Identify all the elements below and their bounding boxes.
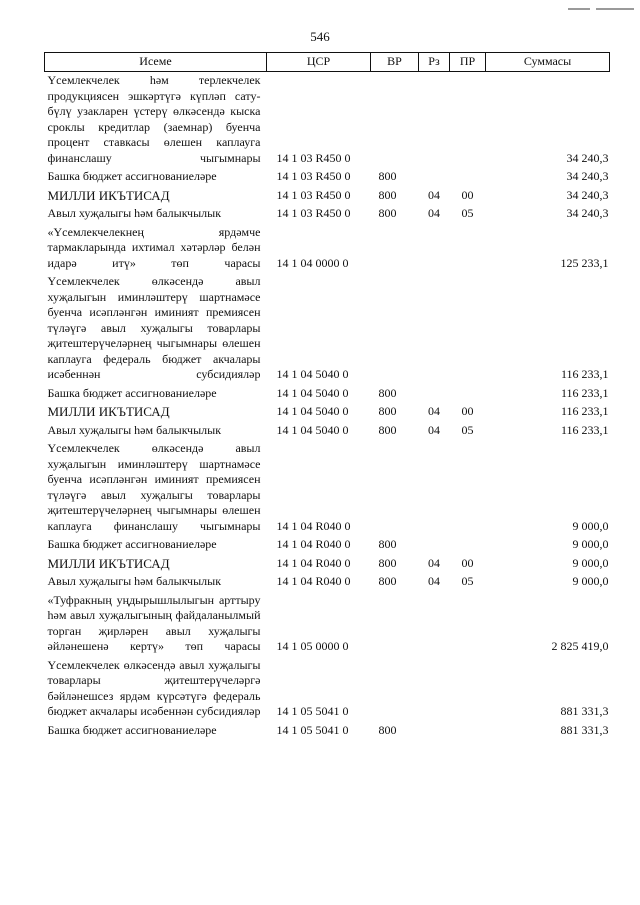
row-pr-cell: 05 — [461, 422, 474, 437]
header-sum: Суммасы — [486, 53, 610, 72]
row-name-cell: Авыл хуҗалыгы һәм балыкчылык — [47, 422, 222, 437]
table-row — [45, 224, 610, 274]
table-row — [45, 440, 610, 536]
table-header-row — [45, 53, 610, 72]
table-row — [45, 273, 610, 385]
row-vr-cell: 800 — [378, 385, 397, 400]
table-row — [45, 422, 610, 441]
header-rz: Рз — [419, 53, 450, 72]
row-vr-cell: 800 — [378, 206, 397, 220]
table-row — [45, 72, 610, 169]
page-number: 546 — [310, 29, 330, 44]
row-rz-cell — [419, 657, 450, 722]
row-csr-cell: 14 1 04 R040 0 — [276, 518, 351, 533]
row-sum-cell: 125 233,1 — [560, 255, 609, 270]
row-name-cell: Башка бюджет ассигнованиеләре — [47, 722, 217, 737]
row-vr-cell — [371, 273, 419, 385]
row-rz-cell — [419, 440, 450, 536]
row-name-cell: МИЛЛИ ИКЪТИСАД — [47, 555, 170, 571]
row-rz-cell: 04 — [428, 555, 440, 570]
row-name-cell: «Үсемлекчелекнең ярдәмче тармакларында ихтимал хәтәрләр белән идарә итү» төп чарасы — [47, 224, 261, 270]
table-row — [45, 385, 610, 404]
row-rz-cell — [419, 536, 450, 555]
row-pr-cell — [450, 224, 486, 274]
row-name-cell: Авыл хуҗалыгы һәм балыкчылык — [47, 574, 222, 588]
row-sum-cell: 116 233,1 — [560, 385, 609, 400]
row-csr-cell: 14 1 04 R040 0 — [276, 574, 351, 588]
table-row — [45, 555, 610, 574]
row-sum-cell: 9 000,0 — [572, 555, 609, 570]
row-name-cell: МИЛЛИ ИКЪТИСАД — [47, 404, 170, 419]
row-vr-cell: 800 — [378, 169, 397, 183]
row-sum-cell: 34 240,3 — [566, 150, 609, 165]
table-row — [45, 536, 610, 555]
row-csr-cell: 14 1 04 R040 0 — [276, 537, 351, 551]
row-csr-cell: 14 1 04 5040 0 — [276, 385, 349, 400]
row-name-cell: Башка бюджет ассигнованиеләре — [47, 169, 217, 183]
row-sum-cell: 34 240,3 — [566, 169, 609, 183]
row-name-cell: Башка бюджет ассигнованиеләре — [47, 537, 217, 551]
table-row — [45, 205, 610, 224]
header-pr: ПР — [450, 53, 486, 72]
row-sum-cell: 881 331,3 — [560, 722, 609, 737]
row-pr-cell — [450, 168, 486, 187]
row-rz-cell — [419, 592, 450, 657]
row-vr-cell: 800 — [378, 404, 397, 418]
row-pr-cell: 00 — [461, 555, 474, 570]
table-row — [45, 168, 610, 187]
row-csr-cell: 14 1 03 R450 0 — [276, 187, 351, 202]
row-vr-cell: 800 — [378, 422, 397, 437]
budget-table — [44, 52, 610, 740]
row-csr-cell: 14 1 03 R450 0 — [276, 169, 351, 183]
row-pr-cell — [450, 657, 486, 722]
row-csr-cell: 14 1 04 5040 0 — [276, 404, 349, 418]
row-rz-cell: 04 — [428, 187, 440, 202]
row-sum-cell: 116 233,1 — [560, 422, 609, 437]
row-csr-cell: 14 1 04 5040 0 — [276, 422, 349, 437]
row-vr-cell — [371, 224, 419, 274]
row-csr-cell: 14 1 03 R450 0 — [276, 150, 351, 165]
row-csr-cell: 14 1 05 5041 0 — [276, 704, 349, 718]
row-name-cell: Үсемлекчелек һәм терлекчелек продукциясен эшкәртүгә күпләп сату-бүлү узакларен үстерү өлкәсендә кыска сроклы кредитлар (заемнар) буенча процент ставкасы өлешен каплауга финанслашу чыгымнары — [47, 73, 261, 165]
row-name-cell: Авыл хуҗалыгы һәм балыкчылык — [47, 206, 222, 220]
row-name-cell: МИЛЛИ ИКЪТИСАД — [47, 187, 170, 203]
row-vr-cell — [371, 72, 419, 169]
row-pr-cell: 00 — [461, 187, 474, 202]
row-rz-cell — [419, 224, 450, 274]
row-vr-cell: 800 — [378, 537, 397, 551]
row-rz-cell — [419, 722, 450, 741]
corner-scan-mark — [568, 8, 590, 10]
row-pr-cell — [450, 440, 486, 536]
header-name: Исеме — [45, 53, 267, 72]
row-name-cell: Үсемлекчелек өлкәсендә авыл хуҗалыгын иминләштерү шартнамәсе буенча исәпләнгән иминият премиясен түләүгә авыл хуҗалыгы товарлары җитештерүчеләрнең чыгымнары өлешен каплауга федераль бюджет акчалары исәбеннән субсидияләр — [47, 274, 261, 381]
row-vr-cell: 800 — [378, 574, 397, 588]
corner-scan-mark — [596, 8, 634, 10]
row-pr-cell — [450, 273, 486, 385]
row-sum-cell: 9 000,0 — [572, 574, 609, 588]
row-rz-cell — [419, 168, 450, 187]
row-rz-cell — [419, 273, 450, 385]
row-vr-cell — [371, 592, 419, 657]
row-pr-cell: 05 — [461, 574, 474, 588]
row-csr-cell: 14 1 04 R040 0 — [276, 555, 351, 570]
row-rz-cell: 04 — [428, 404, 440, 418]
header-csr: ЦСР — [267, 53, 371, 72]
row-pr-cell: 00 — [461, 404, 474, 418]
row-rz-cell: 04 — [428, 422, 440, 437]
budget-table-container — [44, 52, 609, 740]
table-row — [45, 657, 610, 722]
row-pr-cell — [450, 722, 486, 741]
row-vr-cell — [371, 440, 419, 536]
table-row — [45, 403, 610, 422]
row-csr-cell: 14 1 05 0000 0 — [276, 639, 349, 653]
row-pr-cell — [450, 592, 486, 657]
row-csr-cell: 14 1 05 5041 0 — [276, 722, 349, 737]
table-row — [45, 187, 610, 206]
table-row — [45, 592, 610, 657]
header-vr: ВР — [371, 53, 419, 72]
row-pr-cell — [450, 72, 486, 169]
table-body — [45, 72, 610, 741]
row-pr-cell: 05 — [461, 206, 474, 220]
row-csr-cell: 14 1 04 5040 0 — [276, 367, 349, 381]
row-rz-cell — [419, 72, 450, 169]
row-name-cell: Үсемлекчелек өлкәсендә авыл хуҗалыгы товарлары җитештерүчеләргә бәйләнешсез ярдәм күрсәтүгә федераль бюджет акчалары исәбеннән субсидияләр — [47, 657, 261, 718]
row-sum-cell: 34 240,3 — [566, 187, 609, 202]
row-name-cell: «Туфракның уңдырышлылыгын арттыру һәм авыл хуҗалыгының файдаланылмый торган җирләрен авыл хуҗалыгы әйләнешенә кертү» төп чарасы — [47, 592, 261, 653]
row-sum-cell: 34 240,3 — [566, 206, 609, 220]
row-sum-cell: 9 000,0 — [572, 537, 609, 551]
row-sum-cell: 881 331,3 — [560, 704, 609, 718]
row-name-cell: Башка бюджет ассигнованиеләре — [47, 385, 217, 400]
row-sum-cell: 116 233,1 — [560, 404, 609, 418]
row-vr-cell — [371, 657, 419, 722]
row-csr-cell: 14 1 03 R450 0 — [276, 206, 351, 220]
table-row — [45, 573, 610, 592]
row-name-cell: Үсемлекчелек өлкәсендә авыл хуҗалыгын иминләштерү шартнамәсе буенча исәпләнгән иминият премиясен түләүгә авыл хуҗалыгы товарлары җитештерүчеләрнең чыгымнары өлешен каплауга финанслашу чыгымнары — [47, 441, 261, 533]
row-vr-cell: 800 — [378, 555, 397, 570]
row-vr-cell: 800 — [378, 722, 397, 737]
row-sum-cell: 9 000,0 — [572, 518, 609, 533]
row-rz-cell: 04 — [428, 206, 440, 220]
row-sum-cell: 2 825 419,0 — [551, 639, 609, 653]
table-row — [45, 722, 610, 741]
row-pr-cell — [450, 385, 486, 404]
row-vr-cell: 800 — [378, 187, 397, 202]
row-pr-cell — [450, 536, 486, 555]
row-rz-cell: 04 — [428, 574, 440, 588]
row-csr-cell: 14 1 04 0000 0 — [276, 255, 349, 270]
row-sum-cell: 116 233,1 — [560, 367, 609, 381]
row-rz-cell — [419, 385, 450, 404]
